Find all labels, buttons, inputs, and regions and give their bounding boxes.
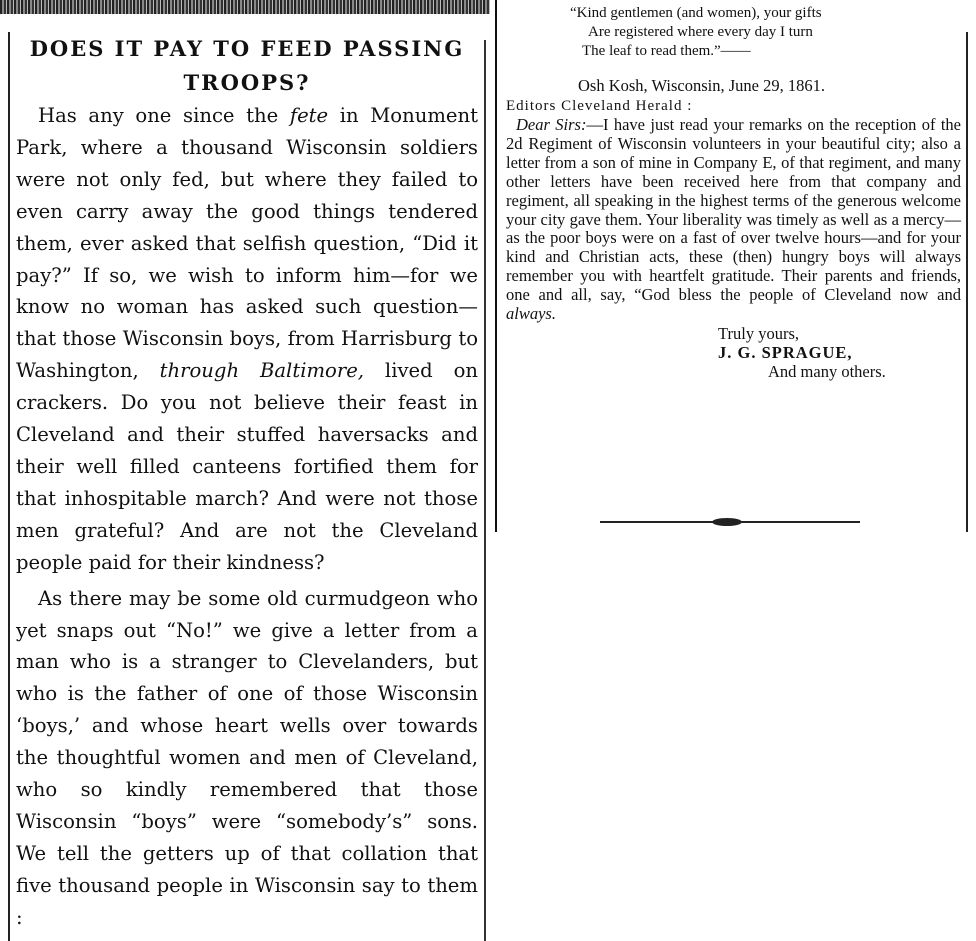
top-border-rule <box>0 0 490 14</box>
right-column-rule <box>966 32 968 532</box>
headline-line-1: DOES IT PAY TO FEED PASSING <box>29 36 465 61</box>
left-column <box>16 32 478 934</box>
verse-line-1: “Kind gentlemen (and women), your gifts <box>570 5 822 21</box>
article-headline <box>16 32 478 100</box>
article-body <box>16 100 478 934</box>
paragraph-2: As there may be some old curmudgeon who yet snaps out “No!” we give a letter from a man who is a stranger to Clevelanders, but who is the father of one of those Wisconsin ‘boys,’ and whose heart wells over towards the thoughtful women and men of Cleveland, who so kindly remembered that those Wisconsin “boys” were “somebody’s” sons. We tell the getters up of that collation that five thousand people in Wisconsin say to them : <box>16 586 478 929</box>
letter-salutation: Dear Sirs: <box>516 115 587 134</box>
letter-addressee: Editors Cleveland Herald : <box>506 98 693 114</box>
paragraph-1-italic-fete: fete <box>289 104 329 127</box>
letter-body-text: —I have just read your remarks on the reception of the 2d Regiment of Wisconsin volunteers in your beautiful city; also a letter from a son of mine in Company E, of that regiment, and many other letters have been received here from that company and regiment, all speaking in the highest terms of the generous welcome your city gave them. Your liberality was timely as well as a mercy—as the poor boys were on a fast of over twelve hours—and for your kind and Christian acts, these (then) hungry boys will always remember you with heartfelt gratitude. Their parents and friends, one and all, say, “God bless the people of Cleveland now and <box>506 115 961 305</box>
headline-line-2: TROOPS? <box>183 70 311 95</box>
verse-line-3: The leaf to read them.”—— <box>582 43 751 59</box>
verse-quote <box>570 4 961 61</box>
letter-body <box>506 116 961 324</box>
paragraph-1-text-c: lived on crackers. Do you not believe their feast in Cleveland and their stuffed haversacks and their well filled canteens fortified them for that inhospitable march? And were not those men grateful? And are not the Cleveland people paid for their kindness? <box>16 359 478 574</box>
letter-postscript: And many others. <box>768 361 886 381</box>
paragraph-1-italic-through: through Baltimore, <box>159 359 365 383</box>
letter-closing: Truly yours, <box>718 323 799 343</box>
paragraph-1-text-b: in Monument Park, where a thousand Wisconsin soldiers were not only fed, but where they failed to even carry away the good things tendered them, ever asked that selfish question, “Did it pay?” If so, we wish to inform him—for we know no woman has asked such question—that those Wisconsin boys, from Harrisburg to Washington, <box>16 104 478 383</box>
letter-italic-always: always. <box>506 304 556 324</box>
letter-signature: J. G. SPRAGUE, <box>718 342 853 362</box>
column-divider <box>495 0 497 532</box>
left-column-right-rule <box>484 40 486 941</box>
paragraph-1-text-a: Has any one since the <box>38 104 290 127</box>
end-of-article-rule <box>600 521 860 523</box>
right-column <box>506 4 961 381</box>
verse-line-2: Are registered where every day I turn <box>588 24 813 40</box>
paragraph-1 <box>16 100 478 579</box>
letter-dateline: Osh Kosh, Wisconsin, June 29, 1861. <box>578 76 825 95</box>
left-column-rule <box>8 32 10 941</box>
